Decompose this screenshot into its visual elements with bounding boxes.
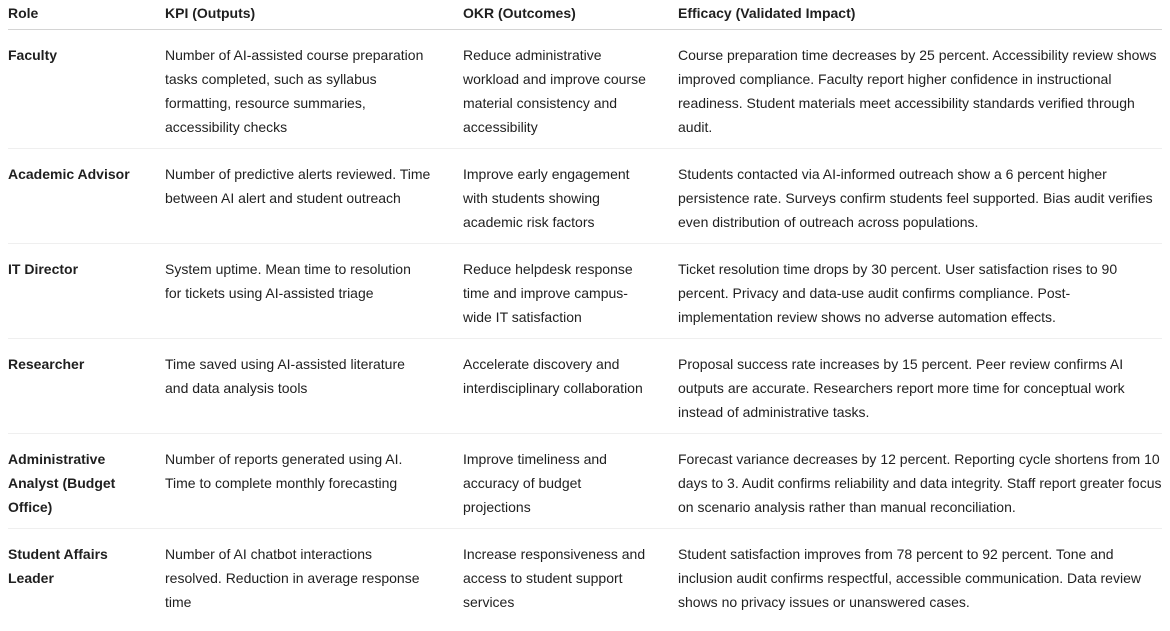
efficacy-cell: Course preparation time decreases by 25 percent. Accessibility review shows improved compliance. Faculty report higher confidence in instructional readiness. Student materials meet accessibility standards verified through audit. [678, 47, 1157, 135]
kpi-cell: Number of reports generated using AI. Time to complete monthly forecasting [165, 451, 403, 491]
efficacy-cell: Proposal success rate increases by 15 percent. Peer review confirms AI outputs are accurate. Researchers report more time for conceptual work instead of administrative tasks. [678, 356, 1125, 420]
role-cell: IT Director [8, 261, 79, 277]
table-row [8, 243, 1162, 338]
okr-cell: Increase responsiveness and access to student support services [463, 546, 646, 610]
okr-cell: Reduce administrative workload and improve course material consistency and accessibility [463, 47, 646, 135]
okr-cell: Improve early engagement with students showing academic risk factors [463, 166, 630, 230]
column-header-kpi: KPI (Outputs) [165, 5, 256, 21]
role-cell: Administrative Analyst (Budget Office) [8, 451, 116, 515]
table-row [8, 148, 1162, 243]
efficacy-cell: Ticket resolution time drops by 30 percent. User satisfaction rises to 90 percent. Privacy and data-use audit confirms compliance. Post-implementation review shows no adverse automation effects. [678, 261, 1118, 325]
role-cell: Faculty [8, 47, 58, 63]
kpi-cell: Time saved using AI-assisted literature and data analysis tools [165, 356, 405, 396]
column-header-efficacy: Efficacy (Validated Impact) [678, 5, 856, 21]
kpi-cell: Number of predictive alerts reviewed. Time between AI alert and student outreach [165, 166, 431, 206]
efficacy-cell: Students contacted via AI-informed outreach show a 6 percent higher persistence rate. Surveys confirm students feel supported. Bias audit verifies even distribution of outreach across populations. [678, 166, 1153, 230]
efficacy-cell: Student satisfaction improves from 78 percent to 92 percent. Tone and inclusion audit confirms respectful, accessible communication. Data review shows no privacy issues or unanswered cases. [678, 546, 1141, 610]
efficacy-cell: Forecast variance decreases by 12 percent. Reporting cycle shortens from 10 days to 3. Audit confirms reliability and data integrity. Staff report greater focus on scenario analysis rather than manual reconciliation. [678, 451, 1162, 515]
column-header-role: Role [8, 5, 39, 21]
table-row [8, 433, 1162, 528]
kpi-cell: System uptime. Mean time to resolution for tickets using AI-assisted triage [165, 261, 411, 301]
table-row [8, 30, 1162, 148]
table-row [8, 528, 1162, 623]
table-header-row [8, 0, 1162, 30]
role-cell: Academic Advisor [8, 166, 130, 182]
kpi-cell: Number of AI-assisted course preparation tasks completed, such as syllabus formatting, resource summaries, accessibility checks [165, 47, 424, 135]
role-cell: Researcher [8, 356, 85, 372]
table-row [8, 338, 1162, 433]
okr-cell: Reduce helpdesk response time and improve campus-wide IT satisfaction [463, 261, 633, 325]
role-cell: Student Affairs Leader [8, 546, 108, 586]
okr-cell: Accelerate discovery and interdisciplinary collaboration [463, 356, 643, 396]
okr-cell: Improve timeliness and accuracy of budget projections [463, 451, 607, 515]
kpi-cell: Number of AI chatbot interactions resolved. Reduction in average response time [165, 546, 420, 610]
column-header-okr: OKR (Outcomes) [463, 5, 576, 21]
